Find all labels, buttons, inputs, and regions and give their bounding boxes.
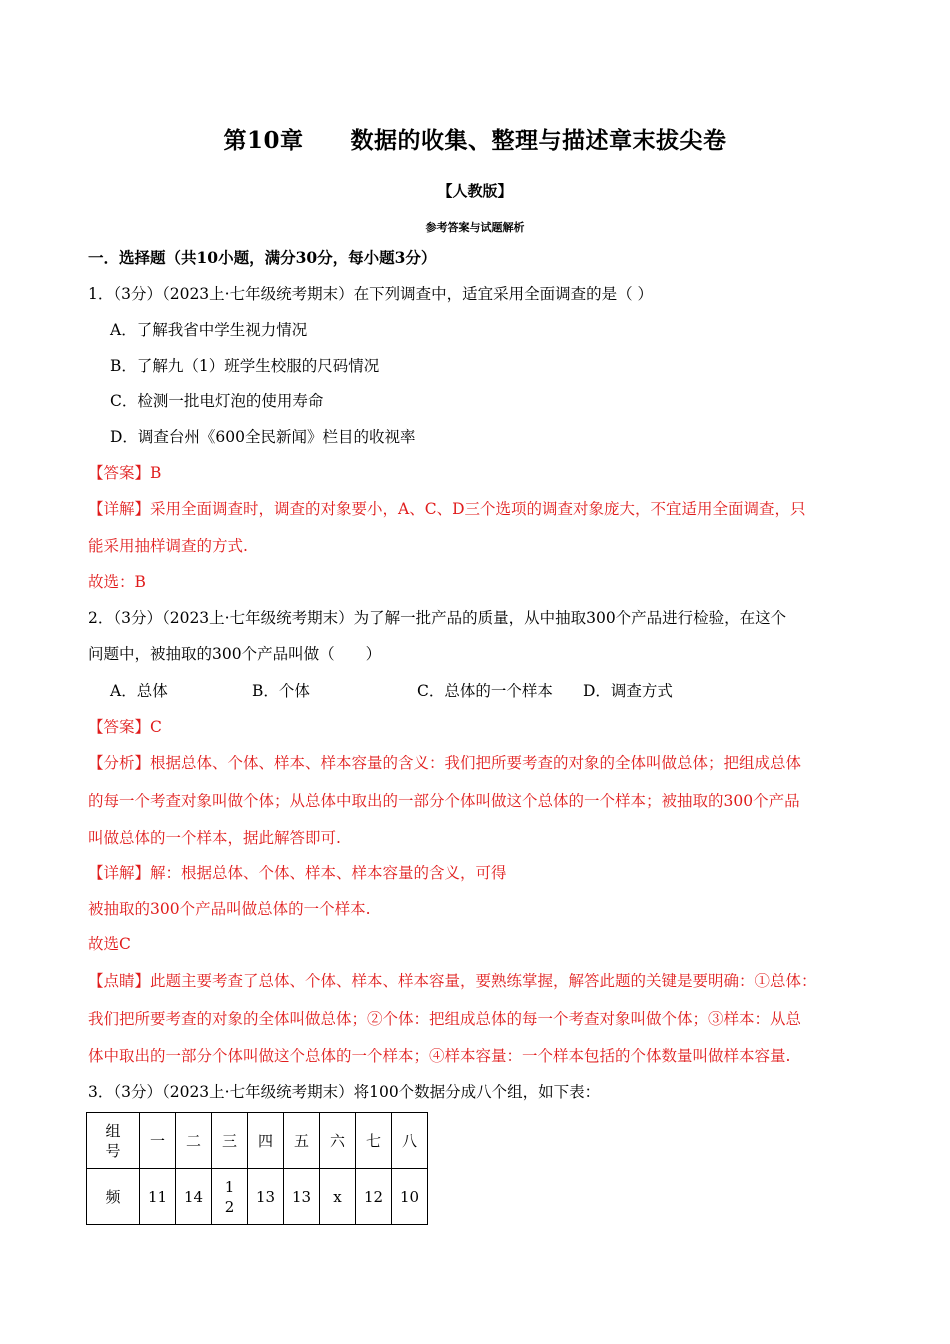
q2-detail-line2: 被抽取的300个产品叫做总体的一个样本.	[88, 900, 371, 918]
frequency-cell: 14	[176, 1169, 212, 1225]
q2-conclusion: 故选C	[88, 935, 131, 953]
frequency-cell: 10	[392, 1169, 428, 1225]
q2-analysis-line3: 叫做总体的一个样本，据此解答即可.	[88, 829, 341, 847]
group-cell: 七	[356, 1113, 392, 1169]
frequency-cell: 13	[284, 1169, 320, 1225]
group-cell: 二	[176, 1113, 212, 1169]
q2-option-d: D．调查方式	[583, 682, 673, 700]
q2-analysis-line2: 的每一个考查对象叫做个体；从总体中取出的一部分个体叫做这个总体的一个样本；被抽取的300个产品	[88, 792, 800, 810]
section-heading: 一．选择题（共10小题，满分30分，每小题3分）	[88, 248, 437, 267]
edition-label: 【人教版】	[437, 182, 513, 200]
q2-answer	[88, 716, 162, 738]
table-row-groups	[87, 1113, 428, 1169]
answer-heading: 参考答案与试题解析	[425, 221, 525, 234]
q1-stem: 1．（3分）（2023上·七年级统考期末）在下列调查中，适宜采用全面调查的是（ ）	[88, 285, 654, 303]
q2-answer-tag: 【答案】	[88, 718, 151, 736]
group-cell: 一	[140, 1113, 176, 1169]
group-cell: 四	[248, 1113, 284, 1169]
frequency-cell	[212, 1169, 248, 1225]
q2-stem-line1: 2．（3分）（2023上·七年级统考期末）为了解一批产品的质量，从中抽取300个产品进行检验，在这个	[88, 609, 787, 627]
q2-analysis-tag: 【分析】	[88, 754, 151, 772]
q1-option-b: B．了解九（1）班学生校服的尺码情况	[110, 357, 380, 375]
frequency-cell: 11	[140, 1169, 176, 1225]
group-cell: 三	[212, 1113, 248, 1169]
q1-detail-text: 采用全面调查时，调查的对象要小，A、C、D三个选项的调查对象庞大，不宜适用全面调查，只	[150, 500, 806, 518]
frequency-cell-bottom: 2	[224, 1197, 235, 1216]
q2-comment-line2: 我们把所要考查的对象的全体叫做总体；②个体：把组成总体的每一个考查对象叫做个体；③样本：从总	[88, 1010, 802, 1028]
group-label	[105, 1121, 120, 1161]
q2-option-b: B．个体	[252, 682, 310, 700]
q1-answer	[88, 462, 161, 484]
q2-detail-text: 解：根据总体、个体、样本、样本容量的含义，可得	[150, 864, 507, 882]
frequency-cell: 12	[356, 1169, 392, 1225]
q2-analysis-line1	[88, 752, 801, 774]
q2-option-c: C．总体的一个样本	[417, 682, 553, 700]
q2-detail-tag: 【详解】	[88, 864, 151, 882]
q2-option-a: A．总体	[110, 682, 168, 700]
q1-answer-value: B	[150, 464, 162, 482]
frequency-cell: 13	[248, 1169, 284, 1225]
page-title: 第10章 数据的收集、整理与描述章末拔尖卷	[223, 127, 727, 154]
q3-stem: 3．（3分）（2023上·七年级统考期末）将100个数据分成八个组，如下表：	[88, 1083, 601, 1101]
group-cell: 五	[284, 1113, 320, 1169]
q2-answer-value: C	[150, 718, 162, 736]
q1-option-c: C．检测一批电灯泡的使用寿命	[110, 392, 324, 410]
q1-answer-tag: 【答案】	[88, 464, 151, 482]
frequency-table	[86, 1112, 428, 1225]
q2-comment-text: 此题主要考查了总体、个体、样本、样本容量，要熟练掌握，解答此题的关键是要明确：①总体：	[150, 972, 817, 990]
q1-detail-line2: 能采用抽样调查的方式.	[88, 537, 248, 555]
q2-comment-line3: 体中取出的一部分个体叫做这个总体的一个样本；④样本容量：一个样本包括的个体数量叫做样本容量.	[88, 1047, 791, 1065]
group-label-top: 组	[105, 1121, 121, 1140]
q1-detail-line1	[88, 498, 806, 520]
q1-option-a: A．了解我省中学生视力情况	[110, 321, 308, 339]
q1-conclusion: 故选：B	[88, 573, 146, 591]
q2-analysis-text: 根据总体、个体、样本、样本容量的含义：我们把所要考查的对象的全体叫做总体；把组成总体	[150, 754, 802, 772]
q2-comment-line1	[88, 970, 817, 992]
q2-comment-tag: 【点睛】	[88, 972, 151, 990]
group-label-bottom: 号	[105, 1141, 121, 1160]
group-cell: 六	[320, 1113, 356, 1169]
q2-stem-line2: 问题中，被抽取的300个产品叫做（ ）	[88, 645, 382, 663]
q1-option-d: D．调查台州《600全民新闻》栏目的收视率	[110, 428, 416, 446]
frequency-cell-wrapped	[225, 1177, 235, 1217]
frequency-cell: x	[320, 1169, 356, 1225]
table-header-group	[87, 1113, 140, 1169]
q2-detail-line1	[88, 862, 507, 884]
table-header-frequency: 频	[87, 1169, 140, 1225]
table-row-frequency	[87, 1169, 428, 1225]
group-cell: 八	[392, 1113, 428, 1169]
q1-detail-tag: 【详解】	[88, 500, 151, 518]
frequency-cell-top: 1	[224, 1177, 235, 1196]
